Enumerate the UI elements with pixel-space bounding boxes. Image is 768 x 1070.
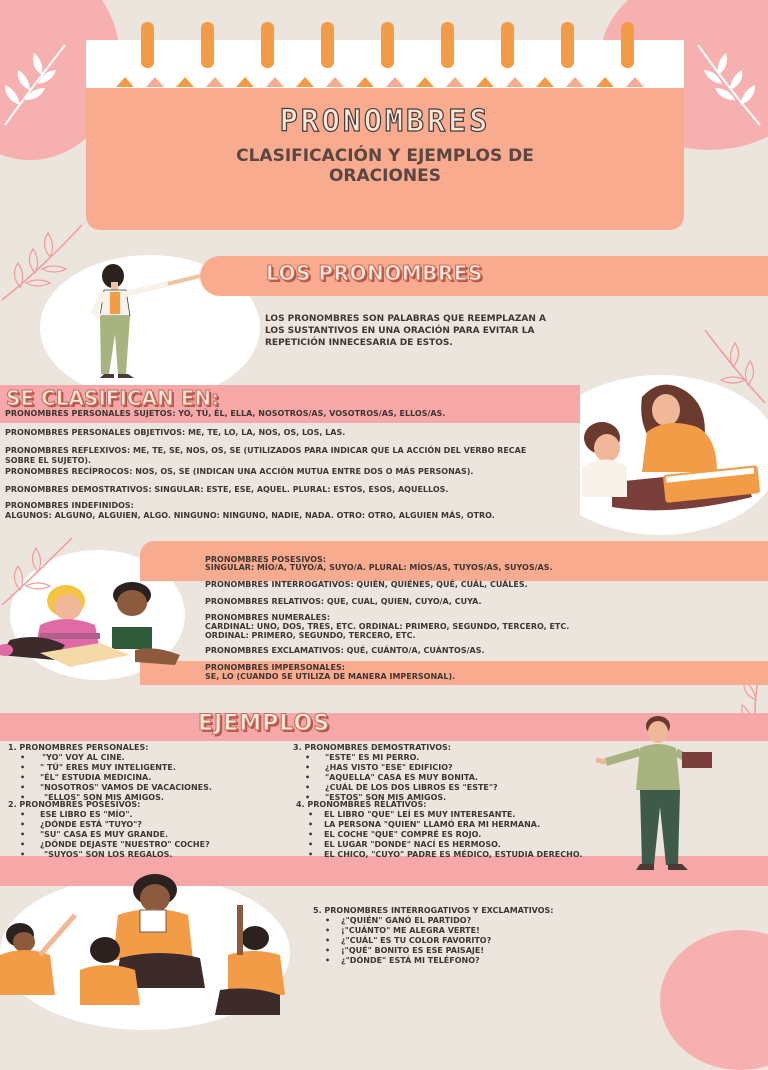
example-item: • ¿"QUIÉN" GANÓ EL PARTIDO? (327, 916, 554, 926)
example-group-5 (313, 906, 554, 966)
example-item: • ¡"CUÁNTO" ME ALEGRA VERTE! (327, 926, 554, 936)
ring-icon (261, 22, 274, 68)
example-item: • EL COCHE "QUE" COMPRÉ ES ROJO. (310, 830, 583, 840)
leaf-branch-icon (690, 40, 765, 130)
example-item: • ¿DÓNDE ESTÁ "TUYO"? (22, 820, 210, 830)
teacher-illustration (596, 712, 726, 877)
kids-reading-illustration (0, 575, 190, 670)
classification2-item: PRONOMBRES IMPERSONALES: (205, 663, 345, 672)
mother-child-reading-illustration (552, 372, 768, 518)
intro-heading: LOS PRONOMBRES (266, 261, 483, 285)
example-item: • "ELLOS" SON MIS AMIGOS. (22, 793, 212, 803)
binder-rings (131, 22, 651, 72)
example-item: • "ESTOS" SON MIS AMIGOS. (307, 793, 498, 803)
classification2-item: SE, LO (CUANDO SE UTILIZA DE MANERA IMPERSONAL). (205, 672, 456, 681)
leaf-branch-icon (0, 215, 85, 305)
page-title: PRONOMBRES (279, 104, 491, 139)
classification2-item: SINGULAR: MÍO/A, TUYO/A, SUYO/A. PLURAL: MÍOS/AS, TUYOS/AS, SUYOS/AS. (205, 563, 553, 572)
intro-line: LOS SUSTANTIVOS EN UNA ORACIÓN PARA EVITAR LA (265, 326, 535, 336)
example-group-4 (296, 800, 583, 860)
classification2-item: ORDINAL: PRIMERO, SEGUNDO, TERCERO, ETC. (205, 631, 416, 640)
example-group-1 (8, 743, 212, 803)
example-item: • "SUYOS" SON LOS REGALOS. (22, 850, 210, 860)
example-group-title: 3. PRONOMBRES DEMOSTRATIVOS: (293, 743, 452, 752)
classification2-item: PRONOMBRES RELATIVOS: QUE, CUAL, QUIEN, CUYO/A, CUYA. (205, 597, 482, 606)
classification2-item: PRONOMBRES NUMERALES: (205, 613, 331, 622)
intro-line: REPETICIÓN INNECESARIA DE ESTOS. (265, 338, 453, 348)
example-item: • LA PERSONA "QUIEN" LLAMÓ ERA MI HERMANA. (310, 820, 583, 830)
example-group-3 (293, 743, 498, 803)
example-list (8, 753, 212, 803)
example-item: • "NOSOTROS" VAMOS DE VACACIONES. (22, 783, 212, 793)
example-item: • "ÉL" ESTUDIA MEDICINA. (22, 773, 212, 783)
woman-pointing-illustration (80, 262, 210, 387)
ring-icon (201, 22, 214, 68)
example-item: • ¿"DÓNDE" ESTÁ MI TELÉFONO? (327, 956, 554, 966)
classification-item: PRONOMBRES PERSONALES SUJETOS: YO, TÚ, ÉL, ELLA, NOSOTROS/AS, VOSOTROS/AS, ELLOS/AS. (5, 409, 446, 418)
zigzag-decoration (86, 74, 684, 88)
pink-blob-bottom-right (660, 930, 768, 1070)
classify-heading: SE CLASIFICAN EN: (6, 386, 220, 410)
ring-icon (501, 22, 514, 68)
ring-icon (621, 22, 634, 68)
intro-line: LOS PRONOMBRES SON PALABRAS QUE REEMPLAZAN A (265, 314, 546, 324)
example-item: • EL LUGAR "DONDE" NACÍ ES HERMOSO. (310, 840, 583, 850)
page-subtitle (86, 146, 684, 186)
classification-item: PRONOMBRES PERSONALES OBJETIVOS: ME, TE, LO, LA, NOS, OS, LOS, LAS. (5, 428, 346, 437)
example-item: • ESE LIBRO ES "MÍO". (22, 810, 210, 820)
example-item: • " TÚ" ERES MUY INTELIGENTE. (22, 763, 212, 773)
ring-icon (381, 22, 394, 68)
example-item: • ¿CUÁL DE LOS DOS LIBROS ES "ESTE"? (307, 783, 498, 793)
leaf-branch-icon (0, 40, 70, 130)
classification-item: PRONOMBRES RECÍPROCOS: NOS, OS, SE (INDICAN UNA ACCIÓN MUTUA ENTRE DOS O MÁS PERSONAS). (5, 467, 474, 476)
example-group-title: 1. PRONOMBRES PERSONALES: (8, 743, 149, 752)
ring-icon (561, 22, 574, 68)
example-list (313, 916, 554, 966)
classification-item: PRONOMBRES REFLEXIVOS: ME, TE, SE, NOS, OS, SE (UTILIZADOS PARA INDICAR QUE LA ACCIÓN DEL VERBO RECAE (5, 446, 527, 455)
example-item: • ¿DÓNDE DEJASTE "NUESTRO" COCHE? (22, 840, 210, 850)
examples-heading: EJEMPLOS (198, 711, 331, 736)
subtitle-line: ORACIONES (328, 166, 442, 186)
example-item: • EL LIBRO "QUE" LEÍ ES MUY INTERESANTE. (310, 810, 583, 820)
example-list (296, 810, 583, 860)
subtitle-line: CLASIFICACIÓN Y EJEMPLOS DE (236, 146, 534, 166)
example-item: • EL CHICO, "CUYO" PADRE ES MÉDICO, ESTUDIA DERECHO. (310, 850, 583, 860)
example-item: • ¿HAS VISTO "ESE" EDIFICIO? (307, 763, 498, 773)
kids-group-illustration (0, 870, 300, 1024)
example-group-title: 2. PRONOMBRES POSESIVOS: (8, 800, 141, 809)
ring-icon (321, 22, 334, 68)
classification2-item: CARDINAL: UNO, DOS, TRES, ETC. ORDINAL: PRIMERO, SEGUNDO, TERCERO, ETC. (205, 622, 570, 631)
classification-item: SOBRE EL SUJETO). (5, 456, 92, 465)
classification2-item: PRONOMBRES EXCLAMATIVOS: QUÉ, CUÁNTO/A, CUÁNTOS/AS. (205, 646, 485, 655)
example-group-title: 5. PRONOMBRES INTERROGATIVOS Y EXCLAMATIVOS: (313, 906, 554, 915)
intro-paragraph (265, 313, 546, 349)
classification2-item: PRONOMBRES POSESIVOS: (205, 555, 326, 564)
example-item: • "YO" VOY AL CINE. (22, 753, 212, 763)
example-list (8, 810, 210, 860)
example-item: • ¿"CUÁL" ES TU COLOR FAVORITO? (327, 936, 554, 946)
example-item: • "AQUELLA" CASA ES MUY BONITA. (307, 773, 498, 783)
example-list (293, 753, 498, 803)
example-item: • "ESTE" ES MI PERRO. (307, 753, 498, 763)
example-item: • "SU" CASA ES MUY GRANDE. (22, 830, 210, 840)
classification2-item: PRONOMBRES INTERROGATIVOS: QUIÉN, QUIÉNES, QUÉ, CUÁL, CUÁLES. (205, 580, 528, 589)
classification-item: ALGUNOS: ALGUNO, ALGUIEN, ALGO. NINGUNO: NINGUNO, NADIE, NADA. OTRO: OTRO, ALGUIEN MÁS, OTRO. (5, 511, 495, 520)
classification-item: PRONOMBRES INDEFINIDOS: (5, 501, 134, 510)
example-item: • ¡"QUÉ" BONITO ES ESE PAISAJE! (327, 946, 554, 956)
ring-icon (141, 22, 154, 68)
example-group-title: 4. PRONOMBRES RELATIVOS: (296, 800, 427, 809)
classification-item: PRONOMBRES DEMOSTRATIVOS: SINGULAR: ESTE, ESE, AQUEL. PLURAL: ESTOS, ESOS, AQUELLOS. (5, 485, 449, 494)
ring-icon (441, 22, 454, 68)
example-group-2 (8, 800, 210, 860)
